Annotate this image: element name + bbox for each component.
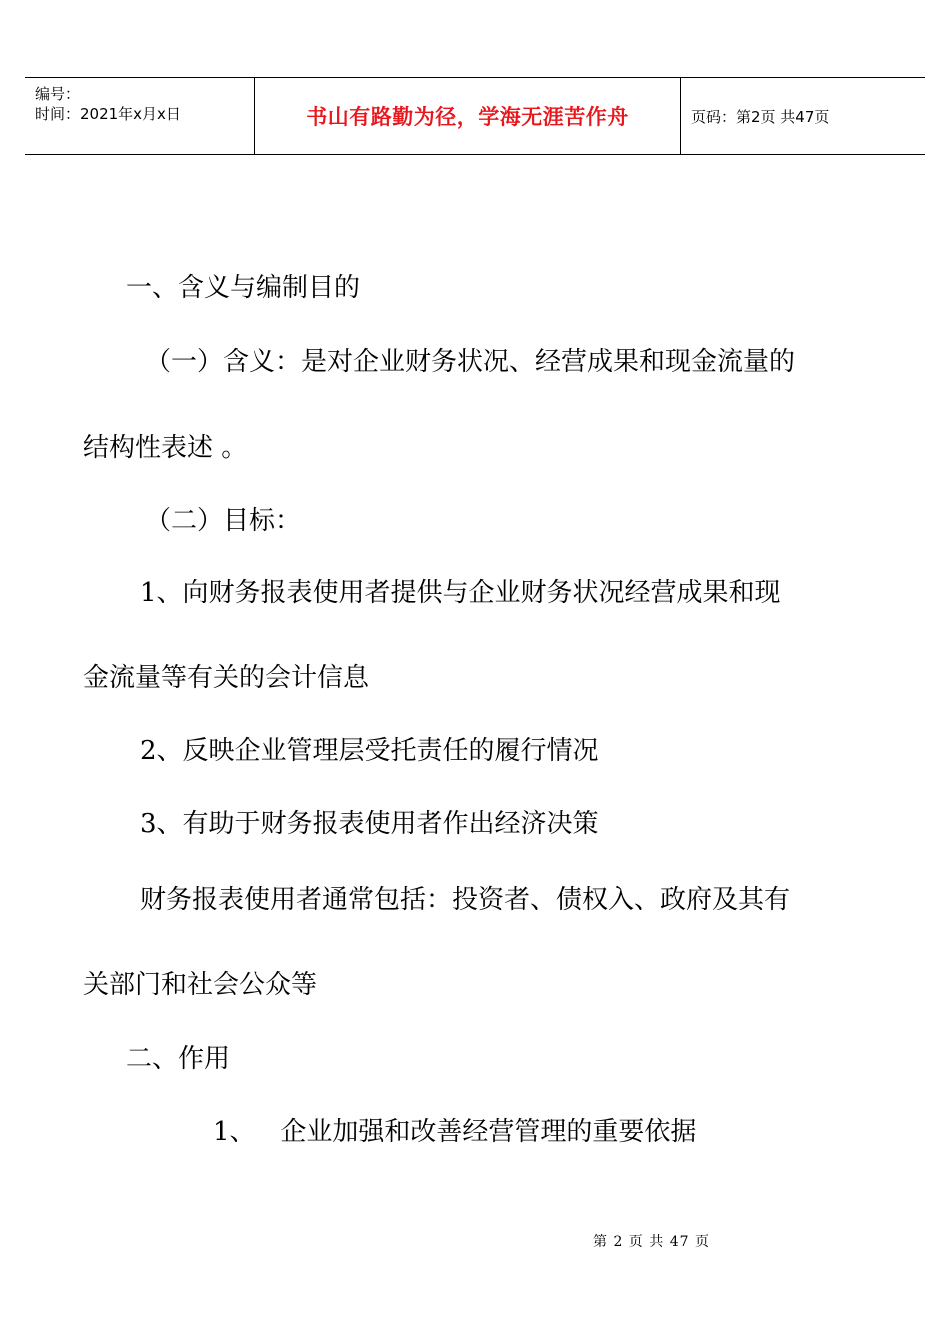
time-label: 时间：2021年x月x日 bbox=[35, 105, 181, 123]
section-heading-1: 一、含义与编制目的 bbox=[126, 273, 361, 303]
header-table bbox=[25, 77, 925, 155]
paragraph-users: 财务报表使用者通常包括：投资者、债权入、政府及其有 bbox=[140, 885, 791, 915]
objective-item-3: 3、有助于财务报表使用者作出经济决策 bbox=[140, 809, 599, 839]
header-meta bbox=[35, 84, 181, 124]
section-heading-2: 二、作用 bbox=[126, 1044, 231, 1074]
header-divider-2 bbox=[680, 78, 681, 154]
paragraph-definition: （一）含义：是对企业财务状况、经营成果和现金流量的 bbox=[145, 347, 796, 377]
header-page-info: 页码：第2页 共47页 bbox=[691, 107, 830, 126]
objective-item-1: 1、向财务报表使用者提供与企业财务状况经营成果和现 bbox=[140, 578, 781, 608]
page-footer: 第 2 页 共 47 页 bbox=[593, 1234, 710, 1250]
objective-item-2: 2、反映企业管理层受托责任的履行情况 bbox=[140, 736, 599, 766]
objective-item-1-cont: 金流量等有关的会计信息 bbox=[83, 663, 370, 693]
number-label: 编号： bbox=[35, 85, 81, 103]
paragraph-users-cont: 关部门和社会公众等 bbox=[83, 970, 318, 1000]
function-item-1: 1、 企业加强和改善经营管理的重要依据 bbox=[213, 1117, 697, 1147]
header-motto: 书山有路勤为径，学海无涯苦作舟 bbox=[306, 105, 629, 129]
paragraph-definition-cont: 结构性表述 。 bbox=[83, 433, 248, 463]
subheading-objectives: （二）目标： bbox=[145, 506, 302, 536]
